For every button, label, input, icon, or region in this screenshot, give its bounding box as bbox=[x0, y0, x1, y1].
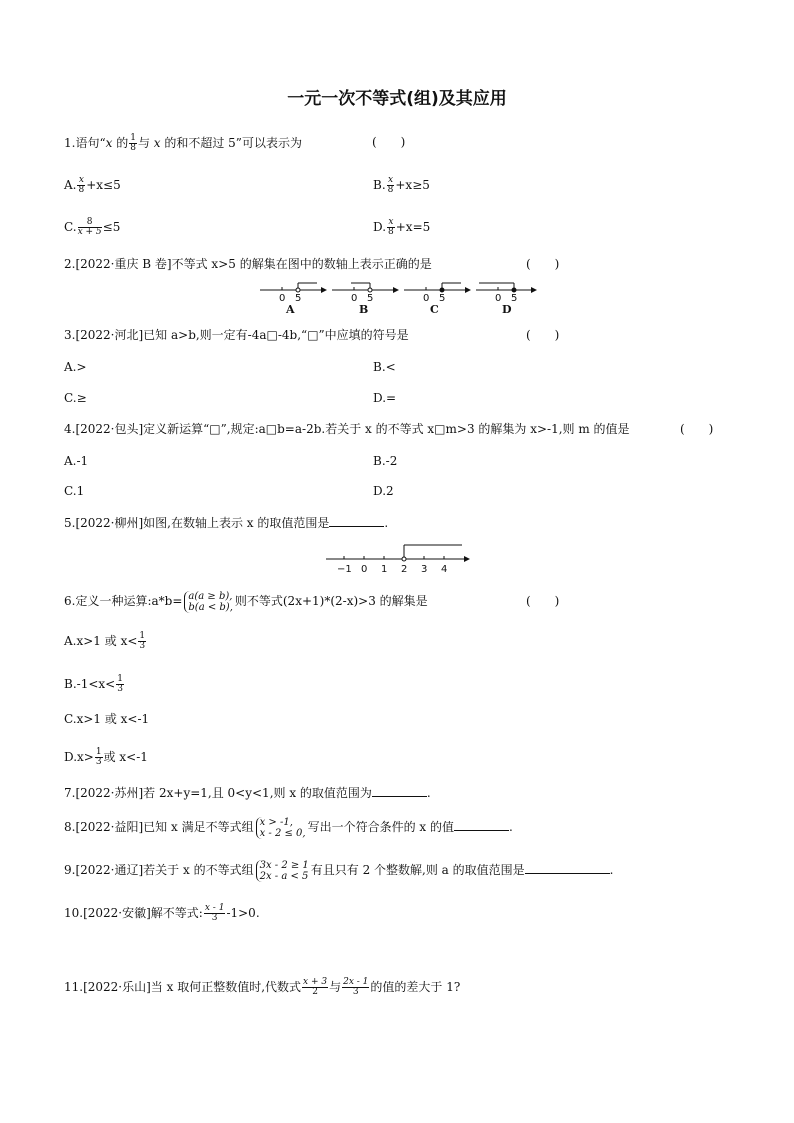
number-line-a bbox=[260, 283, 327, 316]
question-8-stem: 8.[2022·益阳]已知 x 满足不等式组 x > -1, x - 2 ≤ 0, 写出一个符合条件的 x 的值 . bbox=[64, 816, 513, 839]
question-1-paren: ( ) bbox=[372, 135, 406, 149]
inequality-system: x > -1, x - 2 ≤ 0, bbox=[256, 817, 306, 839]
label-c: C bbox=[430, 303, 439, 316]
question-3-stem: 3.[2022·河北]已知 a>b,则一定有-4a□-4b,“□”中应填的符号是 bbox=[64, 328, 409, 342]
q3-option-b: B.< bbox=[373, 360, 396, 374]
q4-option-d: D.2 bbox=[373, 484, 394, 498]
label-a: A bbox=[286, 303, 295, 316]
question-10-stem: 10.[2022·安徽]解不等式: $\frac{x - 1}{3}$ -1>0. bbox=[64, 903, 260, 923]
tick-1: 1 bbox=[381, 564, 388, 573]
question-1-stem: 1.语句“x 的 $\frac{1}{8}$ 与 x 的和不超过 5”可以表示为 bbox=[64, 133, 302, 153]
question-3-paren: ( ) bbox=[526, 328, 560, 342]
tick-0: 0 bbox=[279, 293, 286, 304]
q5-number-line bbox=[322, 541, 474, 573]
question-11-stem: 11.[2022·乐山]当 x 取何正整数值时,代数式 $\frac{x + 3}{2}$ 与 $\frac{2x - 1}{3}$ 的值的差大于 1? bbox=[64, 977, 461, 997]
question-5-stem: 5.[2022·柳州]如图,在数轴上表示 x 的取值范围是 . bbox=[64, 516, 389, 530]
tick-4: 4 bbox=[441, 564, 448, 573]
tick-0: 0 bbox=[423, 293, 430, 304]
tick-3: 3 bbox=[421, 564, 428, 573]
q6-option-d: D.x> $\frac{1}{3}$ 或 x<-1 bbox=[64, 747, 148, 767]
tick-0: 0 bbox=[351, 293, 358, 304]
question-6-paren: ( ) bbox=[526, 594, 560, 608]
tick-2: 2 bbox=[401, 564, 408, 573]
answer-blank bbox=[372, 786, 427, 797]
number-line-c bbox=[404, 283, 471, 316]
tick-0: 0 bbox=[495, 293, 502, 304]
tick-5: 5 bbox=[439, 293, 446, 304]
q1-option-d: D. $\frac{x}{8}$ +x=5 bbox=[373, 217, 431, 237]
tick-0: 0 bbox=[361, 564, 368, 573]
tick-5: 5 bbox=[511, 293, 518, 304]
q3-option-c: C.≥ bbox=[64, 391, 87, 405]
question-4-stem: 4.[2022·包头]定义新运算“□”,规定:a□b=a-2b.若关于 x 的不等式 x□m>3 的解集为 x>-1,则 m 的值是 bbox=[64, 422, 630, 436]
answer-blank bbox=[329, 516, 384, 527]
label-b: B bbox=[359, 303, 369, 316]
answer-blank bbox=[454, 820, 509, 831]
q4-option-c: C.1 bbox=[64, 484, 85, 498]
question-6-stem: 6.定义一种运算:a*b= a(a ≥ b), b(a < b), 则不等式(2x+1)*(2-x)>3 的解集是 bbox=[64, 590, 428, 613]
question-4-paren: ( ) bbox=[680, 422, 714, 436]
q4-option-b: B.-2 bbox=[373, 454, 398, 468]
tick-5: 5 bbox=[295, 293, 302, 304]
q1-option-a: A. $\frac{x}{8}$ +x≤5 bbox=[64, 175, 121, 195]
question-7-stem: 7.[2022·苏州]若 2x+y=1,且 0<y<1,则 x 的取值范围为 . bbox=[64, 786, 431, 800]
piecewise-definition: a(a ≥ b), b(a < b), bbox=[184, 591, 232, 613]
q6-option-a: A.x>1 或 x< $\frac{1}{3}$ bbox=[64, 631, 146, 651]
q6-option-b: B.-1<x< $\frac{1}{3}$ bbox=[64, 674, 123, 694]
tick-5: 5 bbox=[367, 293, 374, 304]
inequality-system: 3x - 2 ≥ 1 2x - a < 5 bbox=[256, 860, 309, 882]
q1-option-c: C. $\frac{8}{x + 5}\le 5$ bbox=[64, 217, 121, 237]
tick-neg1: −1 bbox=[337, 564, 352, 573]
question-2-paren: ( ) bbox=[526, 257, 560, 271]
q4-option-a: A.-1 bbox=[64, 454, 89, 468]
label-d: D bbox=[502, 303, 512, 316]
number-line-d bbox=[476, 283, 537, 316]
q6-option-c: C.x>1 或 x<-1 bbox=[64, 712, 150, 726]
q1-option-b: B. $\frac{x}{8}$ +x≥5 bbox=[373, 175, 430, 195]
answer-blank bbox=[525, 863, 610, 874]
question-9-stem: 9.[2022·通辽]若关于 x 的不等式组 3x - 2 ≥ 1 2x - a < 5 有且只有 2 个整数解,则 a 的取值范围是 . bbox=[64, 859, 614, 882]
q2-number-lines bbox=[255, 280, 540, 316]
question-2-stem: 2.[2022·重庆 B 卷]不等式 x>5 的解集在图中的数轴上表示正确的是 bbox=[64, 257, 432, 271]
fraction: $\frac{1}{8}$ bbox=[130, 133, 136, 153]
page-title: 一元一次不等式(组)及其应用 bbox=[287, 89, 507, 109]
q3-option-a: A.> bbox=[64, 360, 87, 374]
q3-option-d: D.= bbox=[373, 391, 397, 405]
number-line-b bbox=[332, 283, 399, 316]
